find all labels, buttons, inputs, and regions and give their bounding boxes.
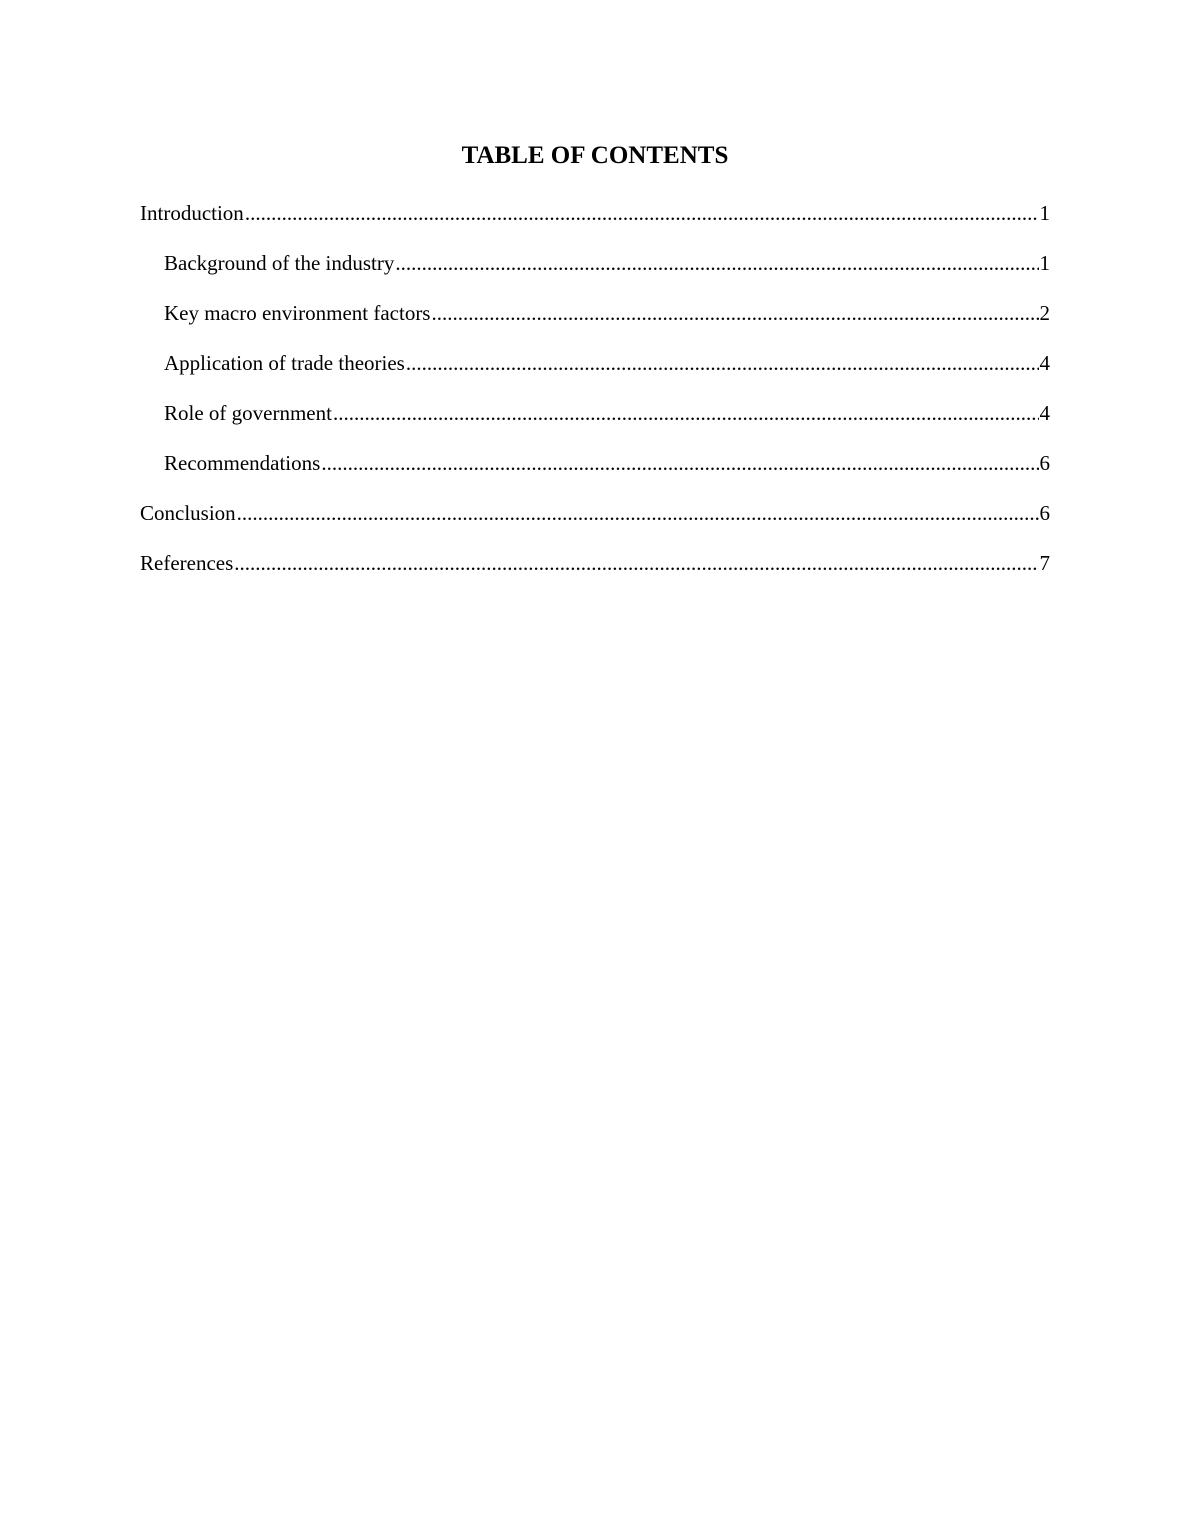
toc-entry-label: Conclusion	[140, 501, 236, 525]
toc-entry-label: Recommendations	[164, 451, 321, 475]
toc-entry-page-number: 6	[1039, 501, 1050, 525]
toc-list	[140, 198, 1050, 598]
toc-entry-label: Key macro environment factors	[164, 301, 431, 325]
toc-entry-background-of-the-industry[interactable]	[140, 248, 1050, 298]
toc-entry-page-number: 1	[1039, 251, 1050, 275]
toc-entry-label: Introduction	[140, 201, 244, 225]
toc-entry-key-macro-environment-factors[interactable]	[140, 298, 1050, 348]
toc-entry-page-number: 7	[1039, 551, 1050, 575]
toc-entry-page-number: 4	[1039, 401, 1050, 425]
toc-entry-page-number: 2	[1039, 301, 1050, 325]
toc-entry-application-of-trade-theories[interactable]	[140, 348, 1050, 398]
dot-leader	[406, 348, 1039, 378]
toc-title: TABLE OF CONTENTS	[461, 142, 729, 169]
toc-entry-label: Background of the industry	[164, 251, 395, 275]
dot-leader	[333, 398, 1039, 428]
toc-entry-conclusion[interactable]	[140, 498, 1050, 548]
dot-leader	[321, 448, 1038, 478]
dot-leader	[234, 548, 1038, 578]
toc-entry-references[interactable]	[140, 548, 1050, 598]
toc-entry-page-number: 1	[1039, 201, 1050, 225]
toc-entry-recommendations[interactable]	[140, 448, 1050, 498]
toc-entry-introduction[interactable]	[140, 198, 1050, 248]
dot-leader	[237, 498, 1039, 528]
dot-leader	[395, 248, 1038, 278]
toc-entry-label: Role of government	[164, 401, 332, 425]
toc-entry-label: Application of trade theories	[164, 351, 405, 375]
toc-entry-page-number: 4	[1039, 351, 1050, 375]
toc-entry-role-of-government[interactable]	[140, 398, 1050, 448]
dot-leader	[431, 298, 1038, 328]
toc-entry-label: References	[140, 551, 234, 575]
toc-entry-page-number: 6	[1039, 451, 1050, 475]
dot-leader	[245, 198, 1039, 228]
